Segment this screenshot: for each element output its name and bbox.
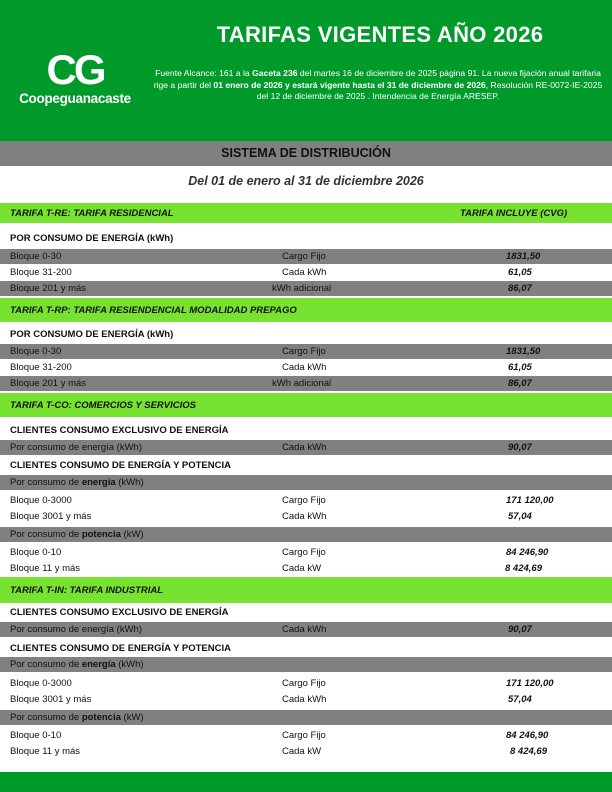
tariff-row xyxy=(0,657,612,672)
charge-type: Cada kWh xyxy=(282,511,327,522)
source-validity: 01 enero de 2026 y estará vigente hasta el 31 de diciembre de 2026 xyxy=(213,79,486,90)
consumption-caption xyxy=(0,326,612,343)
charge-type: Cargo Fijo xyxy=(282,547,326,558)
tariff-name: TARIFA T-IN: TARIFA INDUSTRIAL xyxy=(10,584,164,596)
period-text: Del 01 de enero al 31 de diciembre 2026 xyxy=(188,174,424,188)
tariff-name: TARIFA T-CO: COMERCIOS Y SERVICIOS xyxy=(10,399,196,411)
charge-type: Cada kW xyxy=(282,746,322,757)
block-label-pre: Por consumo de xyxy=(10,529,82,540)
page-header xyxy=(0,0,612,141)
tariff-header-row xyxy=(0,393,612,417)
block-label-bold: potencia xyxy=(81,712,121,723)
tariff-row xyxy=(0,561,612,576)
tariff-row xyxy=(0,744,612,759)
tariff-value: 84 246,90 xyxy=(506,730,549,741)
caption-text: CLIENTES CONSUMO EXCLUSIVO DE ENERGÍA xyxy=(10,425,229,436)
block-label: Bloque 11 y más xyxy=(10,563,81,574)
tariff-row xyxy=(0,509,612,524)
block-label: Bloque 201 y más xyxy=(10,378,87,389)
block-label: Bloque 11 y más xyxy=(10,746,81,757)
tariff-row xyxy=(0,281,612,296)
block-label-post: (kW) xyxy=(120,712,144,723)
tariff-row xyxy=(0,493,612,508)
tariff-row xyxy=(0,440,612,455)
tariff-value: 90,07 xyxy=(508,442,532,453)
charge-type: Cada kWh xyxy=(282,694,327,705)
source-gaceta: Gaceta 236 xyxy=(252,68,298,78)
consumption-caption xyxy=(0,422,612,439)
tariff-value: 61,05 xyxy=(508,267,532,278)
tariff-value: 61,05 xyxy=(508,362,532,373)
tariff-row xyxy=(0,676,612,691)
tariff-name: TARIFA T-RE: TARIFA RESIDENCIAL xyxy=(10,207,174,219)
charge-type: Cargo Fijo xyxy=(282,251,326,262)
block-label: Por consumo de energía (kWh) xyxy=(10,624,143,635)
block-label-bold: potencia xyxy=(81,529,121,540)
page-title: TARIFAS VIGENTES AÑO 2026 xyxy=(216,22,544,47)
block-label: Bloque 0-10 xyxy=(10,730,62,741)
block-label: Bloque 201 y más xyxy=(10,283,87,294)
block-label: Bloque 3001 y más xyxy=(10,511,92,522)
block-label: Bloque 31-200 xyxy=(10,267,72,278)
block-label xyxy=(10,712,144,723)
section-title: SISTEMA DE DISTRIBUCIÓN xyxy=(0,141,612,166)
tariff-row xyxy=(0,249,612,264)
caption-text: CLIENTES CONSUMO EXCLUSIVO DE ENERGÍA xyxy=(10,607,229,618)
tariff-value: 171 120,00 xyxy=(506,678,554,689)
logo-mark: CG xyxy=(46,46,104,93)
tariff-name: TARIFA T-RP: TARIFA RESIENDENCIAL MODALIDAD PREPAGO xyxy=(10,304,297,316)
block-label-post: (kWh) xyxy=(115,659,144,670)
tariff-value: 171 120,00 xyxy=(506,495,554,506)
tariff-value: 8 424,69 xyxy=(510,746,547,757)
tariff-value: 86,07 xyxy=(508,378,532,389)
block-label: Por consumo de energía (kWh) xyxy=(10,442,143,453)
block-label xyxy=(10,659,144,670)
block-label: Bloque 0-3000 xyxy=(10,495,72,506)
source-note xyxy=(150,68,606,103)
block-label: Bloque 0-30 xyxy=(10,251,62,262)
block-label: Bloque 0-3000 xyxy=(10,678,72,689)
charge-type: Cargo Fijo xyxy=(282,678,326,689)
tariff-value: 8 424,69 xyxy=(505,563,542,574)
tariff-value: 57,04 xyxy=(508,694,532,705)
tariff-value: 84 246,90 xyxy=(506,547,549,558)
consumption-caption xyxy=(0,640,612,657)
charge-type: Cada kWh xyxy=(282,267,327,278)
tariff-row xyxy=(0,344,612,359)
charge-type: Cargo Fijo xyxy=(282,730,326,741)
charge-type: kWh adicional xyxy=(272,283,332,294)
tariff-row xyxy=(0,710,612,725)
consumption-caption xyxy=(0,604,612,621)
logo-name: Coopeguanacaste xyxy=(19,91,131,106)
block-label-pre: Por consumo de xyxy=(10,712,82,723)
block-label-bold: energía xyxy=(81,659,116,670)
tariff-header-row xyxy=(0,577,612,603)
block-label: Bloque 0-30 xyxy=(10,346,62,357)
tariff-value: 57,04 xyxy=(508,511,532,522)
caption-text: CLIENTES CONSUMO DE ENERGÍA Y POTENCIA xyxy=(10,460,231,471)
block-label-pre: Por consumo de xyxy=(10,477,82,488)
caption-text: POR CONSUMO DE ENERGÍA (kWh) xyxy=(10,329,174,340)
block-label xyxy=(10,529,144,540)
block-label: Bloque 0-10 xyxy=(10,547,62,558)
tariff-value: 1831,50 xyxy=(506,251,541,262)
tariff-header-row xyxy=(0,203,612,223)
tariff-row xyxy=(0,728,612,743)
tariff-row xyxy=(0,527,612,542)
block-label-post: (kWh) xyxy=(115,477,144,488)
tariff-value: 1831,50 xyxy=(506,346,541,357)
block-label xyxy=(10,477,144,488)
charge-type: Cargo Fijo xyxy=(282,346,326,357)
consumption-caption xyxy=(0,457,612,474)
tariff-row xyxy=(0,622,612,637)
tariff-row xyxy=(0,692,612,707)
caption-text: POR CONSUMO DE ENERGÍA (kWh) xyxy=(10,233,174,244)
block-label-bold: energía xyxy=(81,477,116,488)
source-note-pre: Fuente Alcance: 161 a la xyxy=(155,68,253,78)
consumption-caption xyxy=(0,230,612,247)
tariff-includes-label: TARIFA INCLUYE (CVG) xyxy=(460,207,568,219)
tariff-row xyxy=(0,545,612,560)
charge-type: Cada kWh xyxy=(282,362,327,373)
tariff-value: 90,07 xyxy=(508,624,532,635)
tariff-row xyxy=(0,265,612,280)
source-note-post: , Resolución RE-0072-IE-2025 del 12 de diciembre de 2025 . Intendencia de Energía ARESEP. xyxy=(256,79,603,102)
block-label: Bloque 31-200 xyxy=(10,362,72,373)
tariff-header-row xyxy=(0,298,612,322)
page-footer-bar xyxy=(0,772,612,792)
tariff-value: 86,07 xyxy=(508,283,532,294)
source-note-mid: del martes 16 de diciembre de 2025 página 91. La nueva fijación anual tarifaria rige a partir del xyxy=(153,68,601,90)
tariff-row xyxy=(0,360,612,375)
caption-text: CLIENTES CONSUMO DE ENERGÍA Y POTENCIA xyxy=(10,643,231,654)
block-label: Bloque 3001 y más xyxy=(10,694,92,705)
charge-type: kWh adicional xyxy=(272,378,332,389)
charge-type: Cada kWh xyxy=(282,442,327,453)
charge-type: Cada kWh xyxy=(282,624,327,635)
block-label-post: (kW) xyxy=(120,529,144,540)
tariff-row xyxy=(0,376,612,391)
tariff-row xyxy=(0,475,612,490)
charge-type: Cada kW xyxy=(282,563,322,574)
charge-type: Cargo Fijo xyxy=(282,495,326,506)
block-label-pre: Por consumo de xyxy=(10,659,82,670)
company-logo xyxy=(10,48,140,106)
